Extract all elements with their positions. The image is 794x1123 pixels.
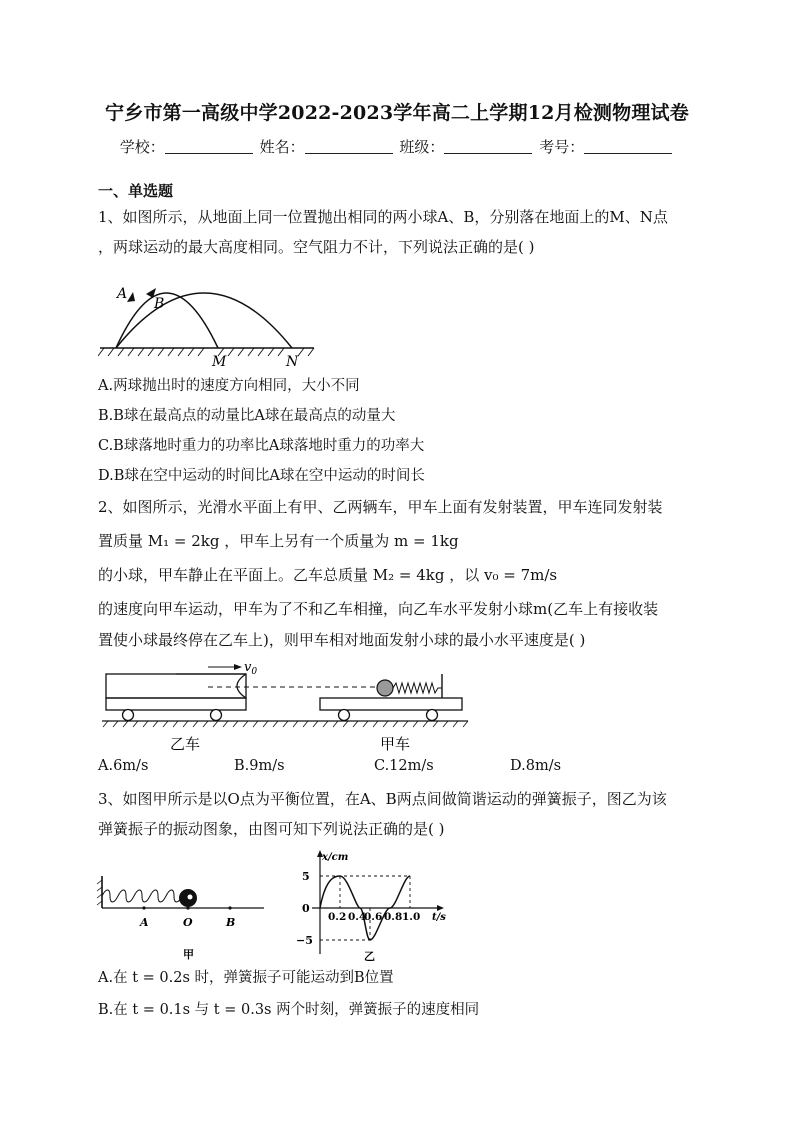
car-yi-wheel-left	[123, 710, 134, 721]
q3-text-line2: 弹簧振子的振动图象，由图可知下列说法正确的是( )	[98, 820, 445, 838]
point-a-label: A	[140, 916, 149, 929]
ball-highlight	[188, 895, 193, 900]
label-b: B	[154, 296, 165, 312]
q1-option-d[interactable]: D.B球在空中运动的时间比A球在空中运动的时间长	[98, 468, 425, 484]
ball-m	[377, 680, 393, 696]
school-label: 学校：	[119, 138, 165, 156]
car-yi-receiver	[237, 674, 246, 698]
page-title: 宁乡市第一高级中学2022-2023学年高二上学期12月检测物理试卷	[105, 102, 689, 124]
arrow-a-icon	[127, 292, 135, 302]
car-yi-label: 乙车	[170, 735, 201, 753]
y-tick-neg5: −5	[296, 934, 313, 947]
class-label: 班级：	[399, 138, 445, 156]
x-tick-06: 0.6	[364, 911, 383, 923]
velocity-arrow-head-icon	[234, 664, 242, 670]
ground-hatch	[98, 348, 314, 356]
x-tick-04: 0.4	[348, 911, 367, 923]
label-a: A	[117, 286, 128, 302]
car-jia-wheel-left	[339, 710, 350, 721]
q1-figure	[98, 270, 318, 370]
q2-text-line1: 2、如图所示，光滑水平面上有甲、乙两辆车，甲车上面有发射装置，甲车连同发射装	[98, 498, 663, 516]
q3-figure-yi-chart	[292, 846, 452, 964]
x-tick-08: 0.8	[384, 911, 403, 923]
student-info-line	[0, 136, 794, 157]
q2-text-line2: 置质量 M₁ = 2kg ，甲车上另有一个质量为 m = 1kg	[98, 532, 459, 550]
trajectory-b	[116, 293, 292, 348]
point-o-label: O	[183, 916, 193, 929]
q2-option-b[interactable]: B.9m/s	[234, 758, 285, 774]
y-tick-0: 0	[302, 902, 310, 915]
label-m: M	[212, 354, 227, 370]
q2-text-line4: 的速度向甲车运动，甲车为了不和乙车相撞，向乙车水平发射小球m(乙车上有接收装	[98, 600, 659, 618]
x-axis-label: t/s	[432, 912, 446, 923]
x-tick-02: 0.2	[328, 911, 347, 923]
launcher-spring	[393, 683, 442, 693]
car-yi-body	[106, 674, 246, 698]
q2-text-line3: 的小球，甲车静止在平面上。乙车总质量 M₂ = 4kg ，以 v₀ = 7m/s	[98, 566, 558, 584]
name-blank[interactable]	[305, 139, 393, 154]
section-heading: 一、单选题	[98, 182, 174, 200]
point-b-label: B	[226, 916, 236, 929]
q1-text-line1: 1、如图所示，从地面上同一位置抛出相同的两小球A、B，分别落在地面上的M、N点	[98, 208, 668, 226]
number-label: 考号：	[539, 138, 585, 156]
q3-option-b[interactable]: B.在 t = 0.1s 与 t = 0.3s 两个时刻，弹簧振子的速度相同	[98, 1002, 480, 1018]
q2-text-line5: 置使小球最终停在乙车上)，则甲车相对地面发射小球的最小水平速度是( )	[98, 631, 586, 649]
car-jia-base	[320, 698, 462, 710]
ground-hatch	[103, 721, 468, 727]
label-n: N	[286, 354, 299, 370]
v0-subscript: 0	[251, 667, 258, 677]
q3-figure-jia	[96, 872, 268, 964]
v0-symbol: v	[244, 660, 252, 675]
x-axis-arrow-icon	[437, 905, 444, 911]
q3-option-a[interactable]: A.在 t = 0.2s 时，弹簧振子可能运动到B位置	[98, 970, 394, 986]
q1-option-b[interactable]: B.B球在最高点的动量比A球在最高点的动量大	[98, 408, 396, 424]
car-jia-label: 甲车	[380, 735, 411, 753]
x-tick-10: 1.0	[402, 911, 421, 923]
q1-option-c[interactable]: C.B球落地时重力的功率比A球落地时重力的功率大	[98, 438, 425, 454]
figure-jia-label: 甲	[183, 948, 194, 961]
car-jia-wheel-right	[427, 710, 438, 721]
q2-option-a[interactable]: A.6m/s	[98, 758, 149, 774]
q1-text-line2: ，两球运动的最大高度相同。空气阻力不计，下列说法正确的是( )	[98, 238, 535, 256]
q1-option-a[interactable]: A.两球抛出时的速度方向相同，大小不同	[98, 378, 360, 394]
car-yi-wheel-right	[211, 710, 222, 721]
q2-figure	[98, 656, 478, 756]
name-label: 姓名：	[259, 138, 305, 156]
y-axis-label: x/cm	[322, 852, 349, 863]
q3-text-line1: 3、如图甲所示是以O点为平衡位置，在A、B两点间做简谐运动的弹簧振子，图乙为该	[98, 790, 667, 808]
y-tick-5: 5	[302, 870, 310, 883]
number-blank[interactable]	[584, 139, 672, 154]
q2-option-c[interactable]: C.12m/s	[374, 758, 434, 774]
car-yi-base	[106, 698, 246, 710]
school-blank[interactable]	[165, 139, 253, 154]
v0-label	[244, 660, 257, 677]
figure-yi-label: 乙	[364, 950, 375, 963]
class-blank[interactable]	[444, 139, 532, 154]
q2-option-d[interactable]: D.8m/s	[510, 758, 562, 774]
